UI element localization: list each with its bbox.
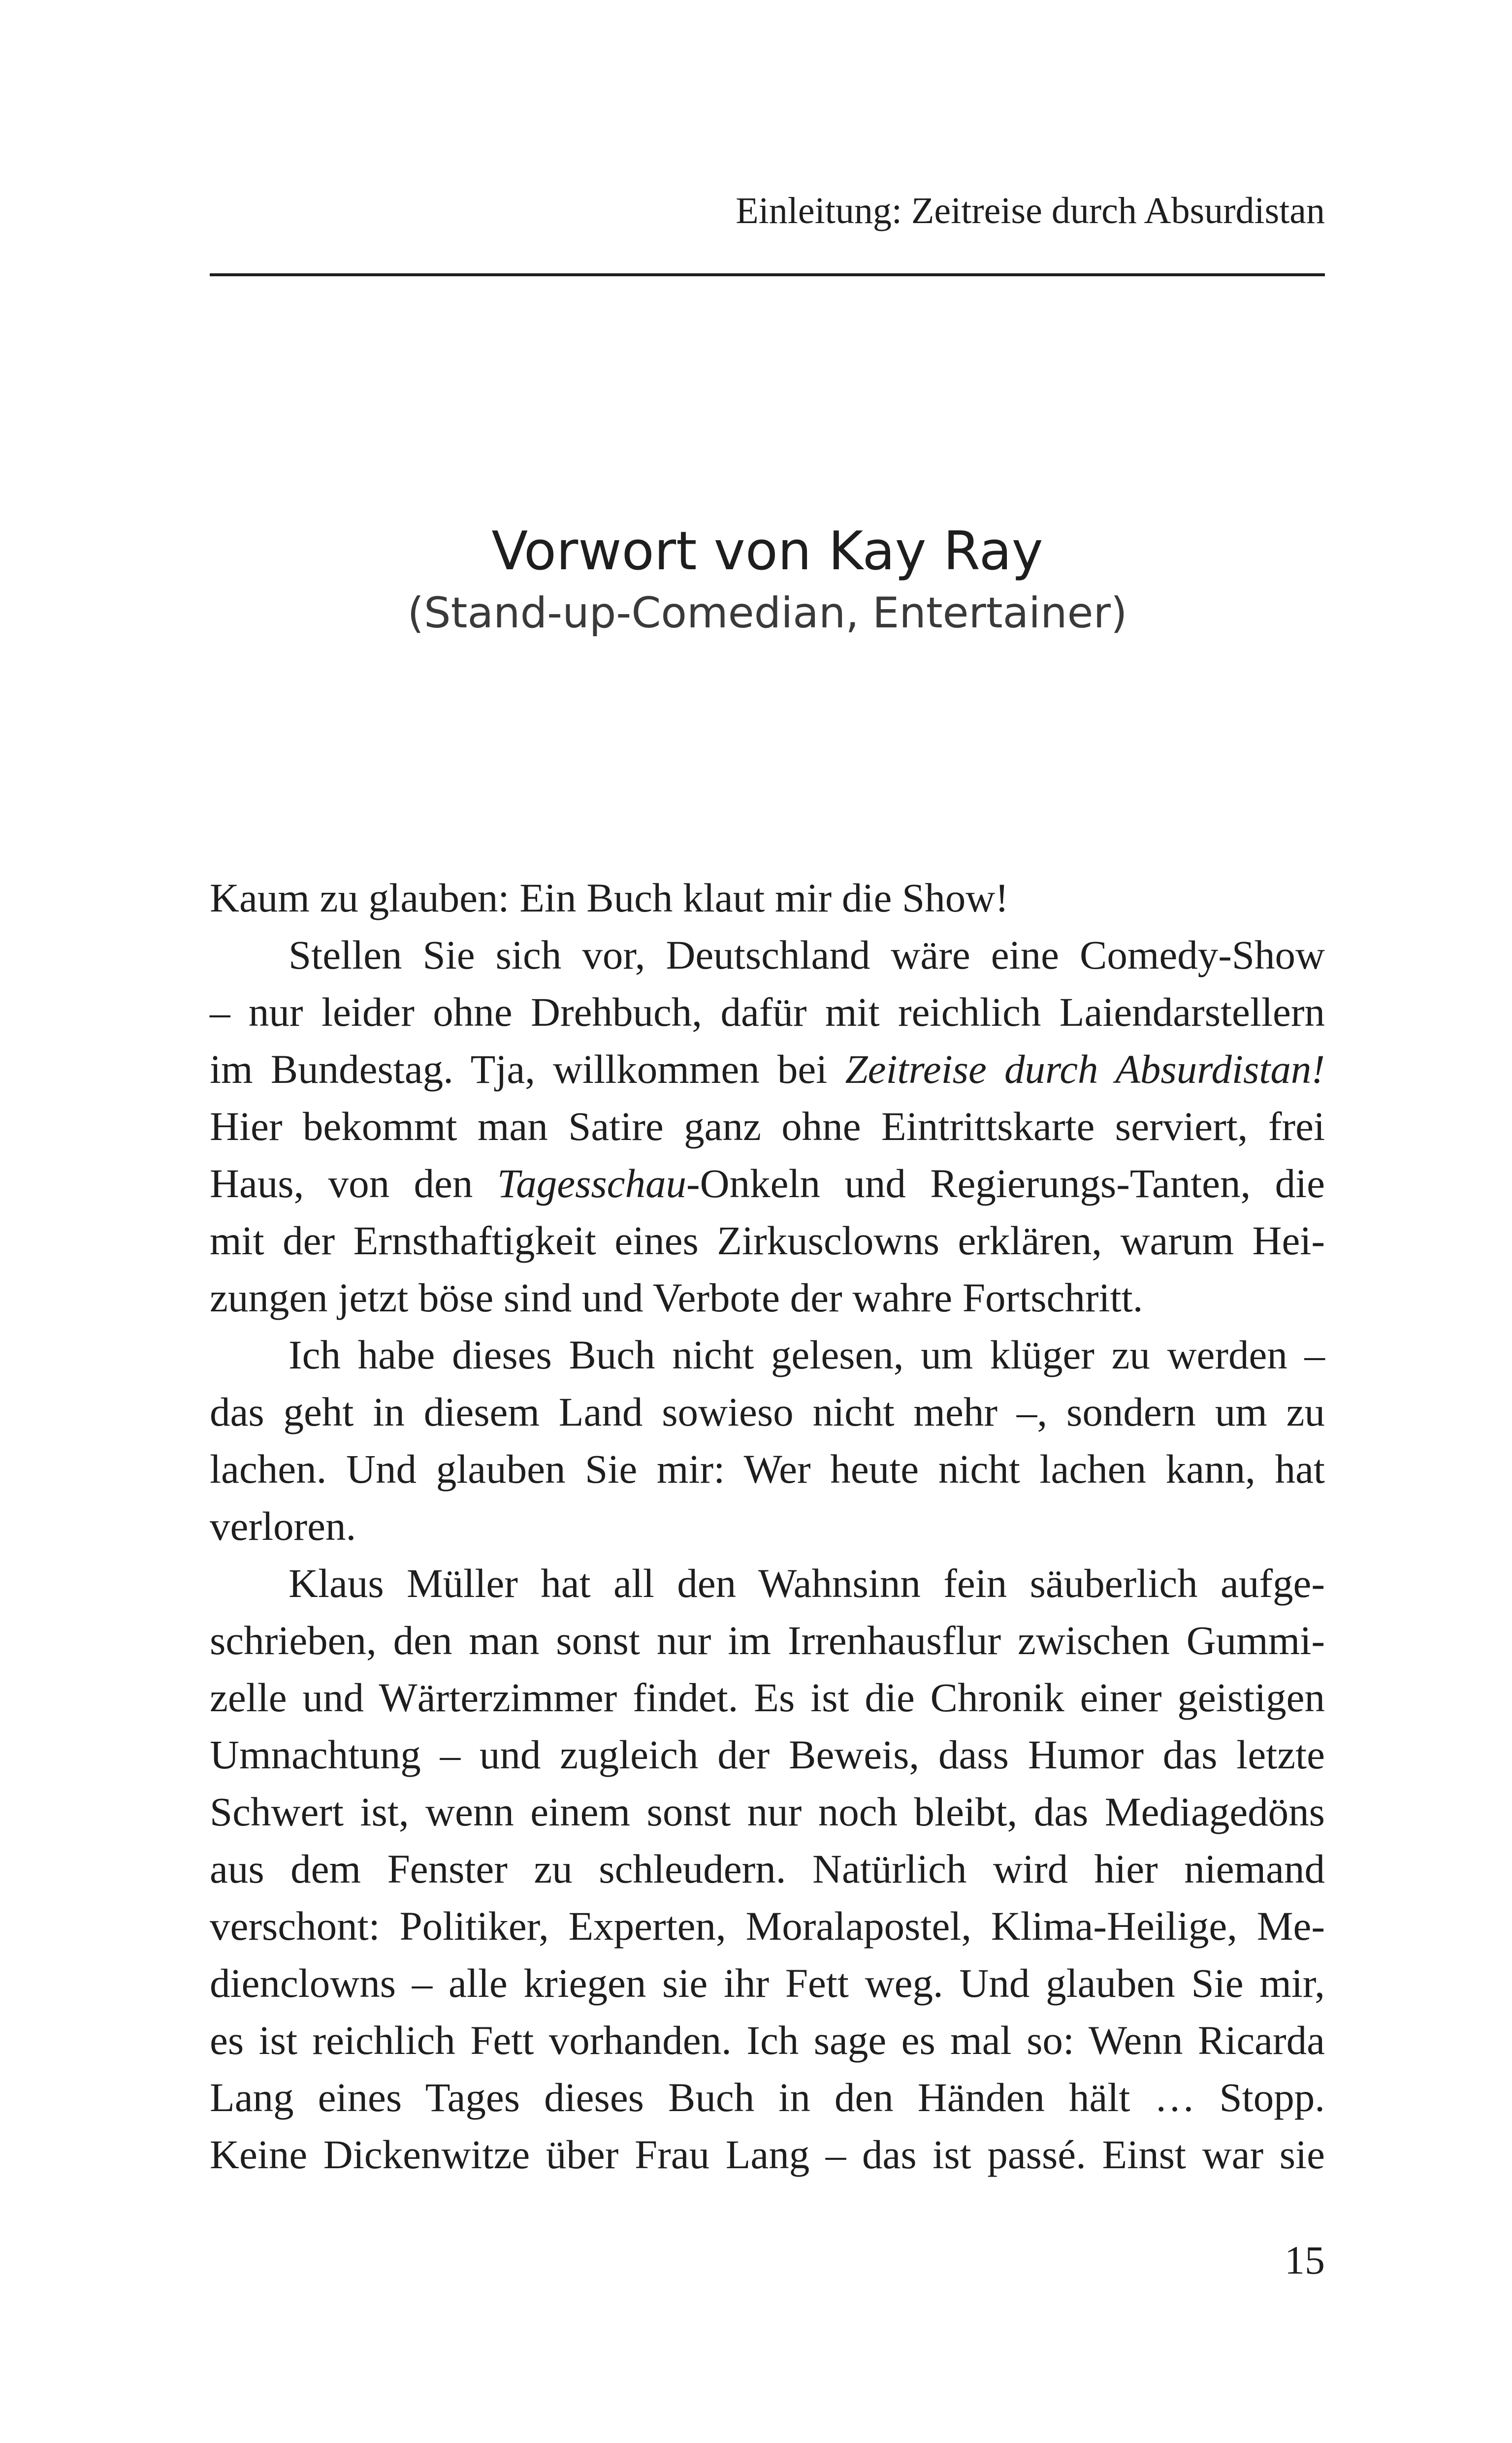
- running-head: Einleitung: Zeitreise durch Absurdistan: [736, 190, 1325, 231]
- header-rule: [210, 273, 1325, 276]
- text-line: Stellen Sie sich vor, Deutschland wäre eine Comedy-Show: [289, 932, 1325, 977]
- chapter-heading: [210, 517, 1325, 640]
- text-run: Onkeln und Regierungs-Tanten, die: [700, 1161, 1325, 1206]
- text-line: es ist reichlich Fett vorhanden. Ich sage es mal so: Wenn Ricarda: [210, 2018, 1325, 2063]
- chapter-subtitle: (Stand-up-Comedian, Entertainer): [407, 588, 1127, 638]
- book-title-italic: Zeitreise durch Absurdistan!: [845, 1046, 1325, 1092]
- text-line: aus dem Fenster zu schleudern. Natürlich wird hier niemand: [210, 1846, 1325, 1891]
- text-line: Schwert ist, wenn einem sonst nur noch bleibt, das Mediagedöns: [210, 1789, 1325, 1834]
- show-title-italic: Tagesschau-: [497, 1161, 700, 1206]
- body-text: [210, 869, 1325, 2183]
- chapter-title: Vorwort von Kay Ray: [491, 521, 1043, 582]
- text-line: dienclowns – alle kriegen sie ihr Fett weg. Und glauben Sie mir,: [210, 1960, 1325, 2006]
- text-run: Haus, von den: [210, 1161, 497, 1206]
- text-line: Umnachtung – und zugleich der Beweis, dass Humor das letzte: [210, 1732, 1325, 1777]
- text-line: lachen. Und glauben Sie mir: Wer heute nicht lachen kann, hat: [210, 1446, 1325, 1492]
- text-line: mit der Ernsthaftigkeit eines Zirkusclowns erklären, warum Hei-: [210, 1218, 1325, 1263]
- text-line: das geht in diesem Land sowieso nicht mehr –, sondern um zu: [210, 1389, 1325, 1434]
- text-line: verschont: Politiker, Experten, Moralapostel, Klima-Heilige, Me-: [210, 1903, 1325, 1949]
- text-line: schrieben, den man sonst nur im Irrenhausflur zwischen Gummi-: [210, 1618, 1325, 1663]
- text-line: Klaus Müller hat all den Wahnsinn fein säuberlich aufge-: [289, 1561, 1325, 1606]
- text-line: Lang eines Tages dieses Buch in den Händen hält … Stopp.: [210, 2075, 1325, 2120]
- text-line: Hier bekommt man Satire ganz ohne Eintrittskarte serviert, frei: [210, 1104, 1325, 1149]
- text-line: Keine Dickenwitze über Frau Lang – das ist passé. Einst war sie: [210, 2132, 1325, 2177]
- text-line: [210, 1041, 1325, 1098]
- text-line: Ich habe dieses Buch nicht gelesen, um klüger zu werden –: [289, 1332, 1325, 1377]
- text-line: zelle und Wärterzimmer findet. Es ist die Chronik einer geistigen: [210, 1675, 1325, 1720]
- text-line: verloren.: [210, 1503, 356, 1549]
- text-line: [210, 1155, 1325, 1212]
- page-number: 15: [1285, 2238, 1325, 2282]
- text-line: – nur leider ohne Drehbuch, dafür mit reichlich Laiendarstellern: [210, 989, 1325, 1035]
- text-run: im Bundestag. Tja, willkommen bei: [210, 1046, 845, 1092]
- text-line: zungen jetzt böse sind und Verbote der wahre Fortschritt.: [210, 1275, 1143, 1320]
- text-line: Kaum zu glauben: Ein Buch klaut mir die Show!: [210, 875, 1009, 920]
